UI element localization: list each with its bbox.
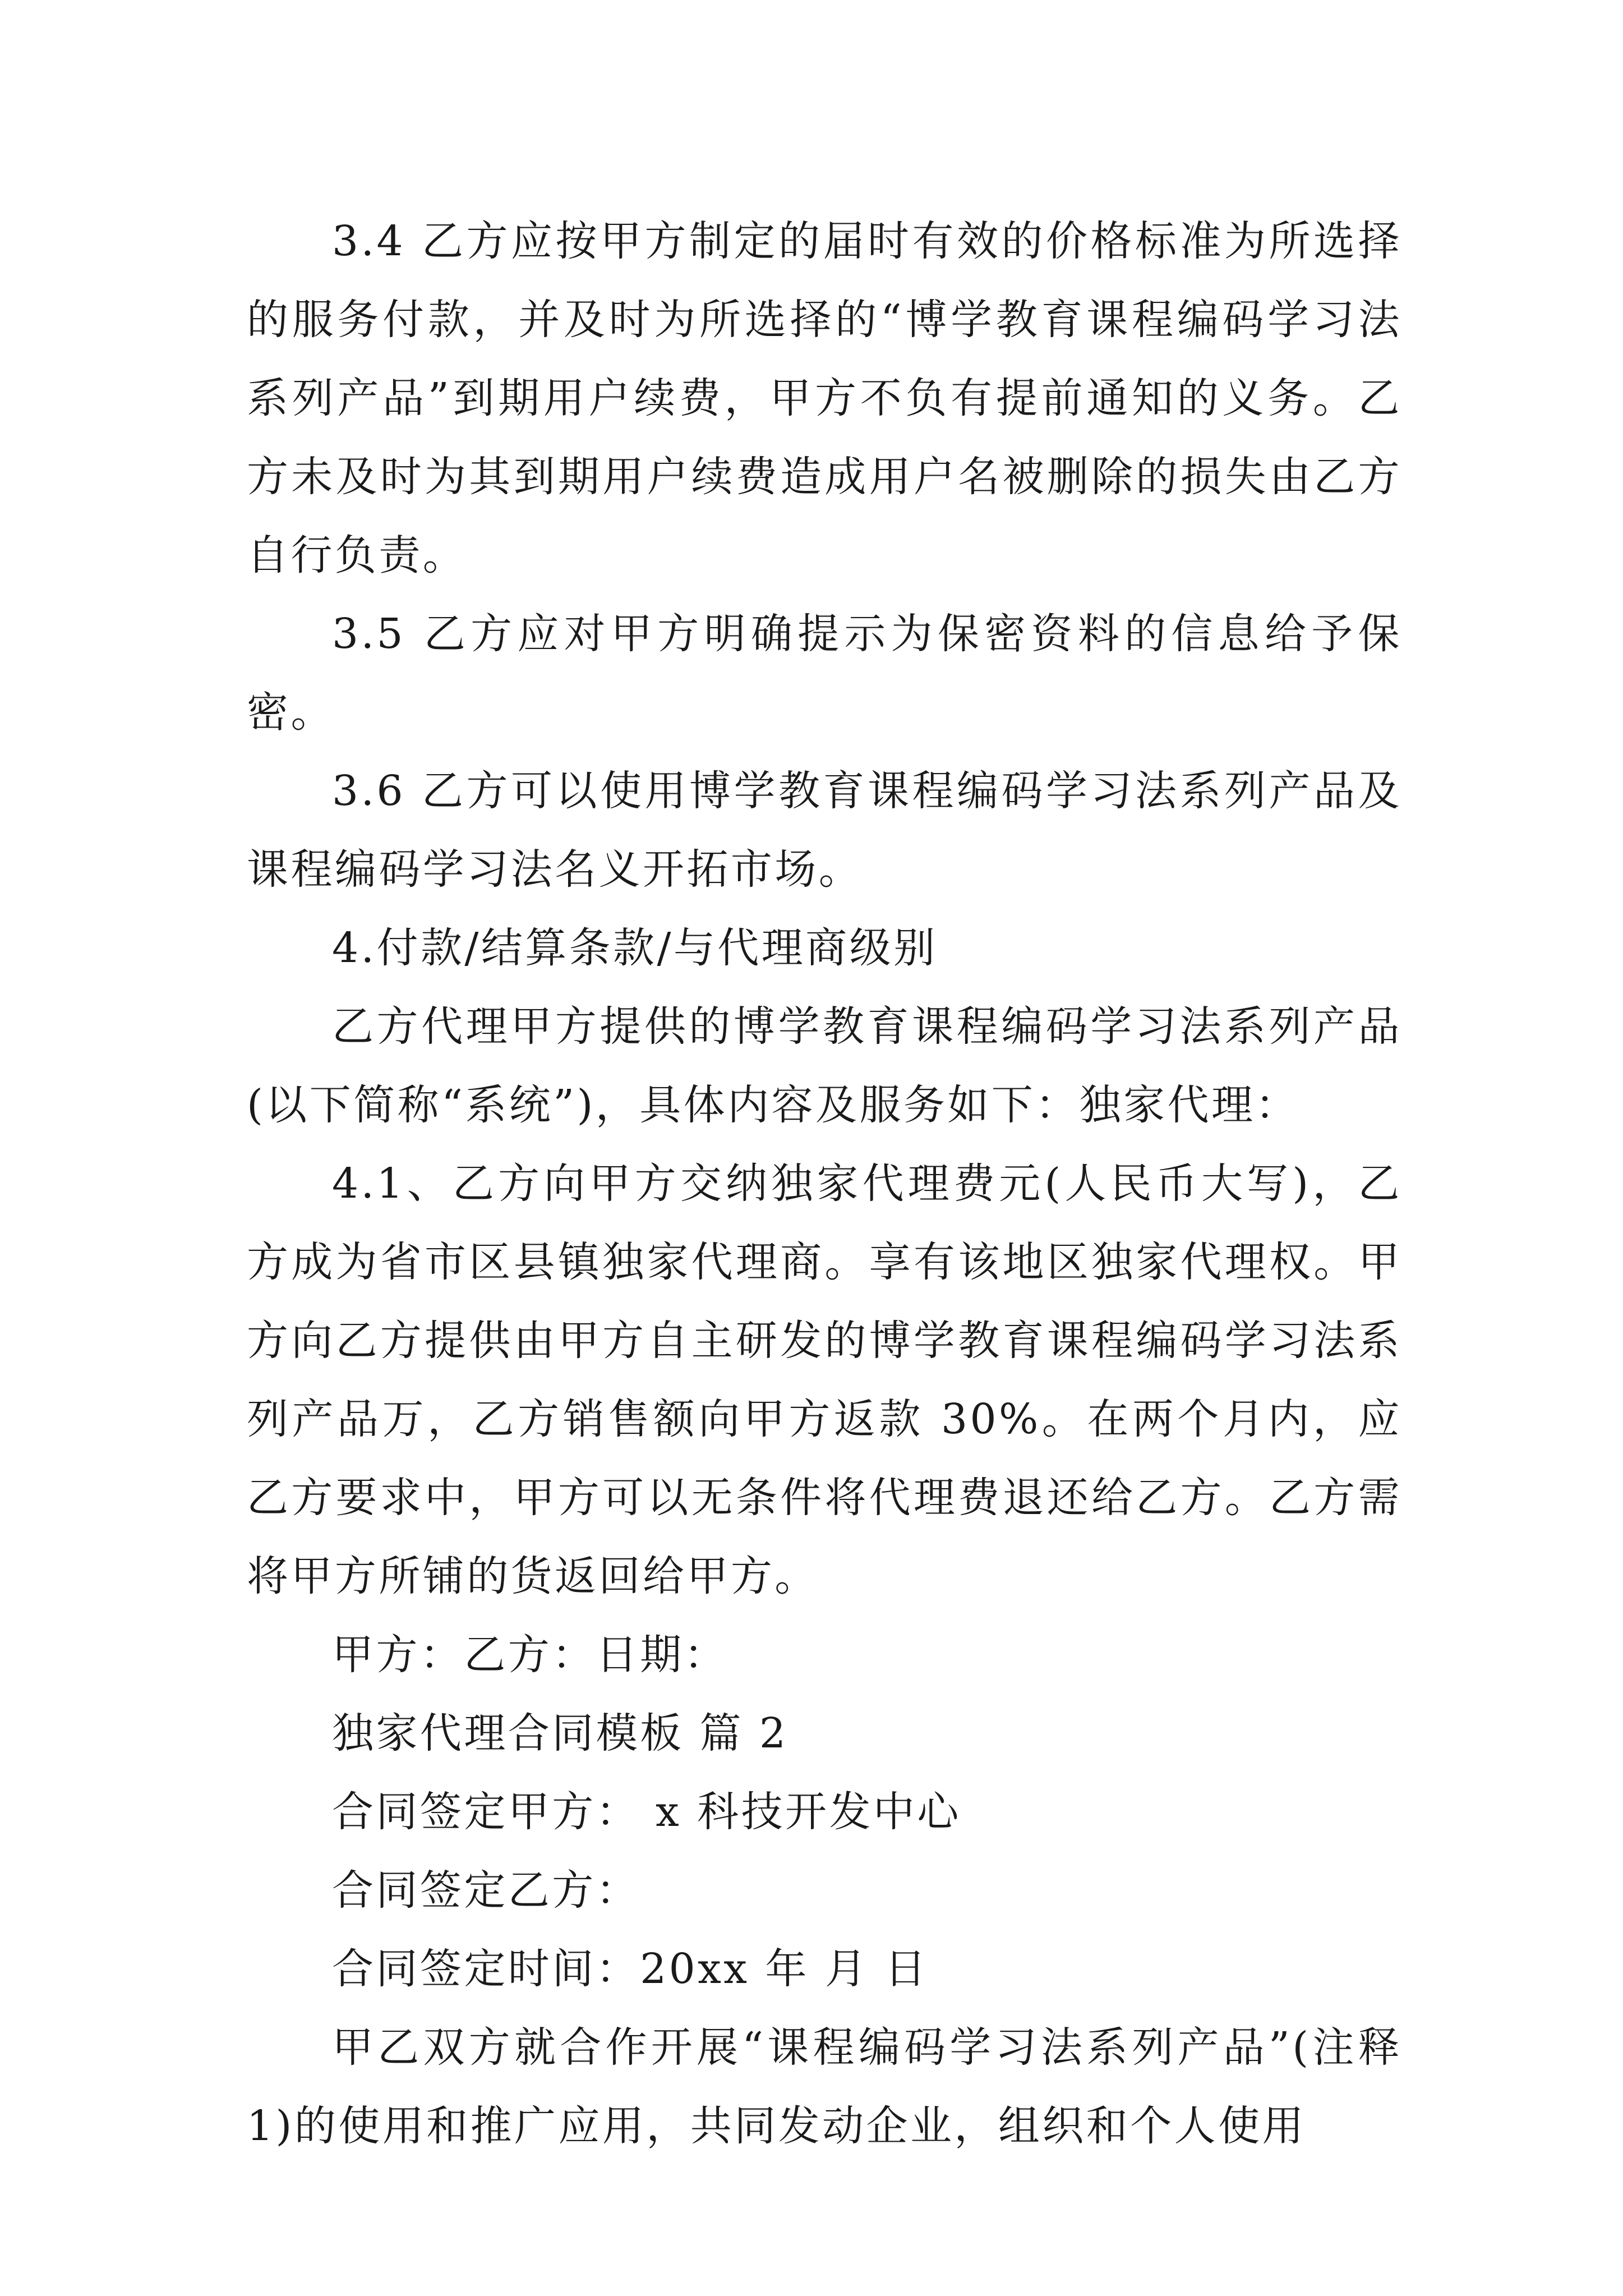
paragraph-agency-intro: 乙方代理甲方提供的博学教育课程编码学习法系列产品(以下简称“系统”)，具体内容及服务如下：独家代理： — [247, 1002, 1402, 1129]
paragraph-3-6: 3.6 乙方可以使用博学教育课程编码学习法系列产品及课程编码学习法名义开拓市场。 — [247, 767, 1402, 894]
paragraph-4-1: 4.1、乙方向甲方交纳独家代理费元(人民币大写)，乙方成为省市区县镇独家代理商。享有该地区独家代理权。甲方向乙方提供由甲方自主研发的博学教育课程编码学习法系列产品万，乙方销售额向甲方返款 30%。在两个月内，应乙方要求中，甲方可以无条件将代理费退还给乙方。乙方需将甲方所铺的货返回给甲方。 — [247, 1159, 1402, 1600]
signing-date-line: 合同签定时间：20xx 年 月 日 — [332, 1945, 929, 1993]
paragraph-3-5: 3.5 乙方应对甲方明确提示为保密资料的信息给予保密。 — [247, 610, 1402, 737]
signature-line: 甲方：乙方：日期： — [332, 1631, 728, 1679]
paragraph-cooperation: 甲乙双方就合作开展“课程编码学习法系列产品”(注释 1)的使用和推广应用，共同发动企业，组织和个人使用 — [247, 2023, 1402, 2150]
party-a-line: 合同签定甲方： x 科技开发中心 — [332, 1788, 961, 1836]
party-b-line: 合同签定乙方： — [332, 1866, 640, 1915]
template-title: 独家代理合同模板 篇 2 — [332, 1709, 789, 1757]
paragraph-3-4: 3.4 乙方应按甲方制定的届时有效的价格标准为所选择的服务付款，并及时为所选择的“博学教育课程编码学习法系列产品”到期用户续费，甲方不负有提前通知的义务。乙方未及时为其到期用户续费造成用户名被删除的损失由乙方自行负责。 — [247, 217, 1402, 579]
section-heading-4: 4.付款/结算条款/与代理商级别 — [332, 924, 938, 972]
document-page — [247, 202, 1402, 2165]
